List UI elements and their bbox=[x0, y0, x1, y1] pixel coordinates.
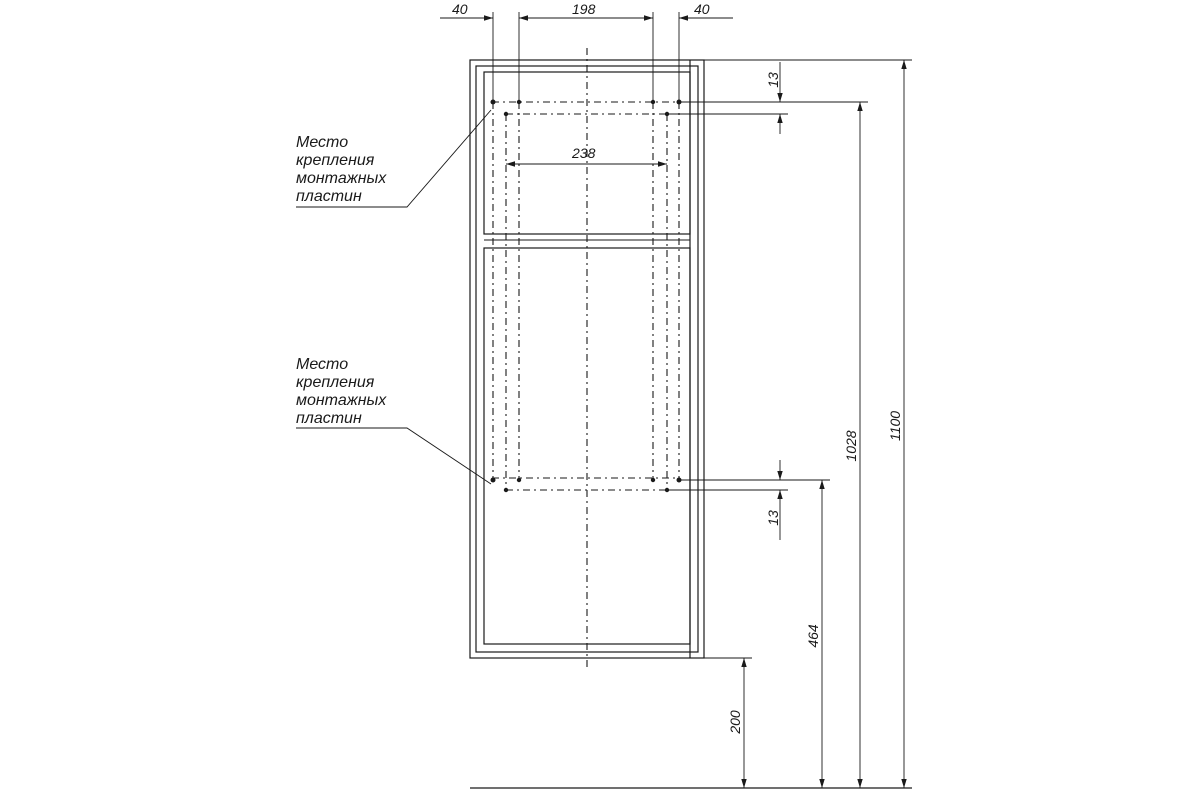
mounting-point-top-inner-left bbox=[504, 112, 508, 116]
callout-line: монтажных bbox=[296, 392, 387, 409]
mounting-point-bottom-left bbox=[491, 478, 496, 483]
dim-label-upper-13: 13 bbox=[765, 72, 781, 88]
dim-label-464: 464 bbox=[805, 624, 821, 648]
dim-label-198: 198 bbox=[572, 1, 596, 17]
dim-label-lower-13: 13 bbox=[765, 510, 781, 526]
dim-label-top-left-40: 40 bbox=[452, 1, 468, 17]
callout-line: Место bbox=[296, 356, 349, 373]
upper-mounting-callout bbox=[296, 134, 386, 206]
dim-label-238: 238 bbox=[572, 145, 596, 161]
callout-line: монтажных bbox=[296, 170, 387, 187]
callout-line: Место bbox=[296, 134, 349, 151]
lower-callout-leader bbox=[296, 428, 491, 484]
dim-label-1100: 1100 bbox=[887, 410, 903, 442]
callout-line: пластин bbox=[296, 188, 362, 205]
callout-line: крепления bbox=[296, 374, 375, 391]
mounting-point-bottom-right-2 bbox=[651, 478, 655, 482]
callout-line: крепления bbox=[296, 152, 375, 169]
callout-line: пластин bbox=[296, 410, 362, 427]
lower-mounting-callout bbox=[296, 356, 386, 428]
mounting-point-bottom-inner-left bbox=[504, 488, 508, 492]
mounting-point-bottom-left-2 bbox=[517, 478, 521, 482]
dim-label-200: 200 bbox=[727, 710, 743, 734]
dim-label-1028: 1028 bbox=[843, 430, 859, 462]
dim-label-top-right-40: 40 bbox=[694, 1, 710, 17]
